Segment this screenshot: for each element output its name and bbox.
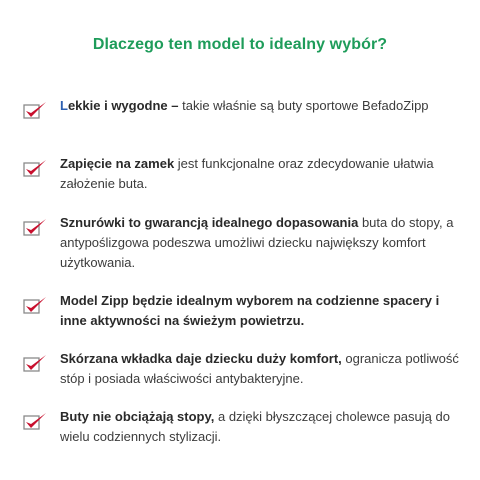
page-title: Dlaczego ten model to idealny wybór? (92, 36, 388, 53)
list-item-first-letter: L (60, 98, 68, 113)
list-item-bold: Sznurówki to gwarancją idealnego dopasowania (60, 215, 359, 230)
list-item-rest: takie właśnie są buty sportowe BefadoZipp (178, 98, 429, 113)
checkmark-icon (22, 100, 48, 122)
checkmark-icon (22, 217, 48, 239)
list-item-rest: a dzięki błyszczącej cholewce pasują do wielu codziennych stylizacji. (60, 409, 450, 444)
list-item-text (60, 213, 460, 273)
list-item-text (60, 407, 460, 447)
checkmark-icon (22, 353, 48, 375)
list-item-text (60, 349, 460, 389)
list-item-rest: ogranicza potliwość stóp i posiada właściwości antybakteryjne. (60, 351, 459, 386)
list-item-text (60, 96, 460, 116)
list-item-text (60, 291, 460, 331)
list-item-text (60, 154, 460, 194)
checkmark-icon (22, 411, 48, 433)
list-item-rest: buta do stopy, a antypoślizgowa podeszwa umożliwi dziecku największy komfort użytkowania. (60, 215, 454, 270)
list-item-bold: Skórzana wkładka daje dziecku duży komfort, (60, 351, 342, 366)
list-item-bold: ekkie i wygodne – (67, 98, 179, 113)
list-item-bold: Zapięcie na zamek (60, 156, 175, 171)
list-item-rest: jest funkcjonalne oraz zdecydowanie ułatwia założenie buta. (60, 156, 434, 191)
list-item-bold: Model Zipp będzie idealnym wyborem na codzienne spacery i inne aktywności na świeżym powietrzu. (60, 293, 440, 328)
checkmark-icon (22, 295, 48, 317)
list-item-bold: Buty nie obciążają stopy, (60, 409, 215, 424)
checkmark-icon (22, 158, 48, 180)
